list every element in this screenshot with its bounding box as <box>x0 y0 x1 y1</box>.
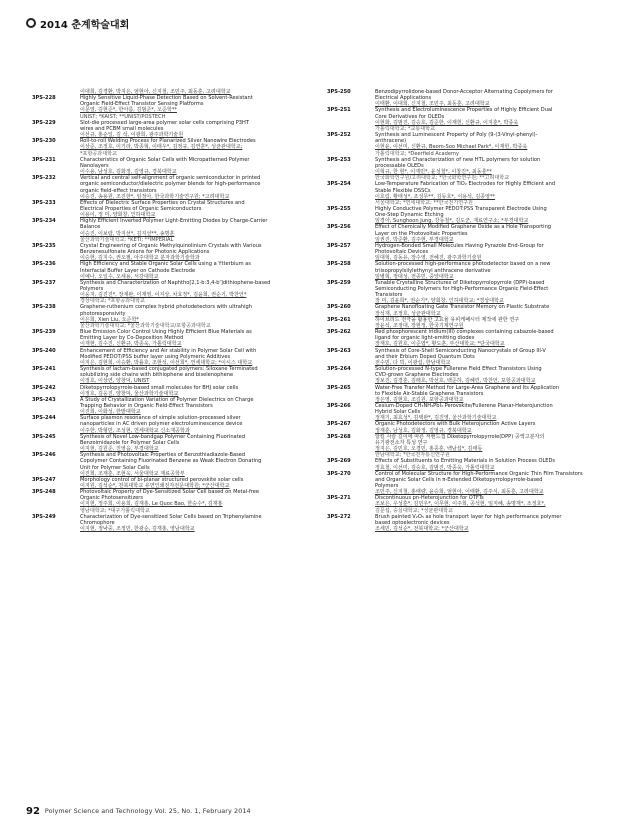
entry-body <box>375 403 603 421</box>
entry-title-line: to Flexible Air-Stable Graphene Transistors <box>375 390 484 397</box>
program-entry <box>327 181 603 206</box>
entry-authors-line: 임대혁, 김동유, 장수영, 전혜진, 광주과학기술원 <box>375 255 482 262</box>
entry-affiliation-line: 한남대학교; *한국전자통신연구원 <box>375 452 450 459</box>
program-entry <box>327 304 603 316</box>
entry-title-line: Roll-to-roll Welding Process for Planarized Silver Nanowire Electrodes <box>80 138 256 145</box>
entry-title-line: nanoparticles in AC driven polymer electroluminescence device <box>80 421 243 428</box>
entry-title-line: Characterization of Dye-sensitized Solar Cells based on Triphenylamine <box>80 513 262 520</box>
entry-authors-line: 전수민, 다 빅, 이광섭, 한남대학교 <box>375 359 451 366</box>
entry-title-line: Graphene-ruthenium complex hybrid photodetectors with ultrahigh <box>80 304 252 311</box>
entry-affiliation-line: *포항공과대학교 <box>80 150 117 157</box>
entry-authors-line: 장 미, 김윤희*, 권순기*, 양회창, 인하대학교; *경상대학교 <box>375 298 504 305</box>
entry-authors-line: 이재현, 김수진, 신환규, 박종욱, 가톨릭대학교 <box>80 341 182 348</box>
entry-code: 3PS-228 <box>32 95 56 102</box>
entry-body <box>375 132 603 157</box>
program-entry <box>327 458 603 470</box>
entry-code: 3PS-254 <box>327 181 351 188</box>
entry-title-line: Synthesis and Luminescent Property of Poly (9-(3-Vinyl-phenyl)- <box>375 132 538 139</box>
program-entry <box>32 385 308 397</box>
entry-code: 3PS-233 <box>32 199 56 206</box>
entry-title-line: Benzoimidazole for Polymer Solar Cells <box>80 439 180 446</box>
entry-body <box>80 415 308 433</box>
entry-body <box>375 304 603 316</box>
program-entry <box>32 157 308 175</box>
entry-affiliation-line: 한국화학연구원/고려대학교; *한국화학연구원; **고려대학교 <box>375 175 510 182</box>
circle-bullet-icon <box>26 18 36 28</box>
entry-authors-line: 이정호, 이상연, 양창덕, UNIST <box>80 378 150 385</box>
entry-authors-line: 이주한, 박형민, 조성현, 연세대학교 신소재공학과 <box>80 427 190 434</box>
entry-title-line: Slot-die processed large-area polymer solar cells comprising P3HT <box>80 119 249 126</box>
entry-title-line: High Efficiency and Stable Organic Solar Cells using a Ytterbium as <box>80 261 251 268</box>
program-entry <box>32 175 308 200</box>
program-entry <box>327 385 603 403</box>
entry-title-line: Highly Conductive Polymer PEDOT:PSS Transparent Electrode Using <box>375 205 547 212</box>
program-entry <box>327 206 603 224</box>
entry-code: 3PS-247 <box>32 476 56 483</box>
entry-body <box>375 495 603 513</box>
entry-body <box>80 489 308 514</box>
entry-title-line: Synthesis of Novel Low-bandgap Polymer Containing Fluorinated <box>80 433 246 440</box>
program-entry <box>32 348 308 366</box>
entry-code: 3PS-251 <box>327 107 351 114</box>
program-entry <box>327 157 603 182</box>
entry-authors-line: 이문열, 김현준*, 한아름, 김범준*, 오준학** <box>80 107 177 114</box>
entry-body <box>80 157 308 175</box>
entry-code: 3PS-229 <box>32 119 56 126</box>
program-entry <box>32 95 308 120</box>
entry-body <box>375 224 603 242</box>
entry-title-line: Water-Free Transfer Method for Large-Area Graphene and Its Application <box>375 384 560 391</box>
entry-title-line: Effect of Chemically Modified Graphene Oxide as a Hole Transporting <box>375 224 552 231</box>
program-entry <box>327 107 603 132</box>
entry-authors-line: 장재호, 김원호, 이준엽*, 황도훈, 부산대학교; *단국대학교 <box>375 341 505 348</box>
program-entry <box>32 243 308 261</box>
entry-authors-line: 이승진, 송용원, 조진한*, 임정아, 한국과학기술연구원; *고려대학교 <box>80 193 230 200</box>
entry-title-line: Discontinuous pn-Heterojunction for OTFTs <box>375 495 484 502</box>
entry-authors-line: 이승진, 이보람, 박지선*, 김지선**, 송명훈 <box>80 230 175 237</box>
entry-authors-line: 임권진, 박준환, 김주현, 부경대학교 <box>375 236 454 243</box>
program-entry <box>327 317 603 329</box>
entry-title-line: Polymers <box>375 483 399 489</box>
entry-title-line: Organic Photosensitizers <box>80 495 144 502</box>
program-entry <box>32 514 308 532</box>
entry-authors-line: 이웅지, 김진진*, 장재완, 이재영, 이지상, 차효정*, 김윤희, 권순기, 박찬언* <box>80 292 247 299</box>
entry-code: 3PS-257 <box>327 242 351 249</box>
entry-body <box>80 434 308 452</box>
entry-authors-line: 정재훈, 남성호, 김화정, 김영규, 경북대학교 <box>375 427 472 434</box>
entry-title-line: photoresponsivity <box>80 310 126 317</box>
entry-body <box>80 95 308 120</box>
entry-title-line: Effects of Dielectric Surface Properties on Crystal Structures and <box>80 199 245 206</box>
entry-title-line: organic semiconductor/dielectric polymer blends for high-performance <box>80 181 261 188</box>
entry-authors-line: 정은영, 김현호, 조길원, 포항공과대학교 <box>375 396 464 403</box>
entry-body <box>80 477 308 489</box>
entry-title-line: Synthesis of lactam-based conjugated polymers: Siloxane Terminated <box>80 366 258 373</box>
entry-code: 3PS-270 <box>327 470 351 477</box>
entry-body <box>375 458 603 470</box>
program-entry <box>327 280 603 305</box>
entry-code: 3PS-268 <box>327 433 351 440</box>
entry-authors-line: 정효철, 이선미, 김승호, 김범진, 박종욱, 가톨릭대학교 <box>375 464 495 471</box>
entry-authors-line: 이상준, 조정호, 이기라, 박종혁, 이태우*, 김정규, 김연훈*, 성균관대학교; <box>80 144 243 151</box>
entry-code: 3PS-246 <box>32 452 56 459</box>
entry-title-line: Interfacial Buffer Layer on Cathode Electrode <box>80 267 196 274</box>
entry-affiliation-line: UNIST; *KAIST; **UNIST/POSTECH <box>80 113 166 120</box>
entry-title-line: Tunable Crystalline Structures of Diketopyrrolopyrrole (DPP)-based <box>375 279 545 286</box>
entry-title-line: Benzodipyrrolidone-based Donor-Acceptor Alternating Copolymers for <box>375 89 553 95</box>
entry-title-line: Synthesis and Characterization of new HTL polymers for solution <box>375 156 541 163</box>
entry-code: 3PS-244 <box>32 415 56 422</box>
entry-title-line: Stable Flexible DSSCs <box>375 187 431 194</box>
program-entry <box>32 261 308 279</box>
entry-title-line: Hybrid Solar Cells <box>375 409 421 416</box>
entry-code: 3PS-237 <box>32 279 56 286</box>
program-entry <box>327 421 603 433</box>
entry-title-line: Low-Temperature Fabrication of TiO₂ Electrodes for Highly Efficient and <box>375 181 556 188</box>
entry-body <box>80 329 308 347</box>
entry-title-line: Blue Emission Color Control Using Highly Efficient Blue Materials as <box>80 329 252 336</box>
entry-body <box>375 514 603 532</box>
entry-authors-line: 이정호, 김웅진, 양창덕, 울산과학기술대학교 <box>80 390 179 397</box>
entry-title-line: Electrical Properties of Organic Semiconductors <box>80 205 202 212</box>
entry-code: 3PS-252 <box>327 132 351 139</box>
entry-affiliation-line: 영남대학교; *대구가톨릭대학교 <box>80 507 150 514</box>
entry-title-line: anthracene) <box>375 138 407 145</box>
program-entry <box>327 224 603 242</box>
program-entry <box>32 434 308 452</box>
entry-title-line: Modified PEDOT/PSS buffer layer using Polymeric Additives <box>80 353 231 360</box>
entry-affiliation-line: 서울대학교; *연세대학교; **한국전기연구원 <box>375 199 473 206</box>
entry-authors-line: 이대희, 김경환, 박지은, 엄현아, 신지철, 조민주, 최동훈, 고려대학교 <box>80 89 231 95</box>
entry-title-line: Effects of Substituents to Emitting Materials in Solution Process OLEDs <box>375 458 556 465</box>
entry-title-line: Control of Molecular Structure for High-Performance Organic Thin Film Transistors <box>375 470 583 477</box>
entry-body <box>375 434 603 459</box>
entry-title-line: and their Erbium Doped Quantum Dots <box>375 353 475 360</box>
entry-body <box>375 471 603 496</box>
entry-title-line: Hydrogen-Bonded Small Molecules Having Pyrazole End-Group for <box>375 242 544 249</box>
entry-title-line: Morphology control of bi-planar structured perovskite solar cells <box>80 476 244 483</box>
entry-authors-line: 정보진, 김경훈, 김래호, 박선호, 백준하, 김혜린, 박찬언, 포항공과대학교 <box>375 378 536 385</box>
entry-affiliation-line: 경상대학교; *포항공과대학교 <box>80 298 145 305</box>
entry-body <box>375 206 603 224</box>
entry-affiliation-line: 울산과학기술대학교; *KETI; **IMPERIAL <box>80 236 174 243</box>
entry-title-line: One-Step Dynamic Etching <box>375 212 444 219</box>
entry-title-line: Surface plasmon resonance of simple solution-processed silver <box>80 415 241 422</box>
entry-authors-line: 이진희, 이화성, 한밭대학교 <box>80 409 141 416</box>
entry-title-line: Organic Photodetectors with Bulk Heterojunction Active Layers <box>375 421 536 428</box>
entry-code: 3PS-255 <box>327 205 351 212</box>
entry-code: 3PS-269 <box>327 458 351 465</box>
entry-authors-line: 조민주, 신지철, 홍태량, 윤승희, 엄현아, 이태환, 김주식, 최동훈, 고려대학교 <box>375 489 544 496</box>
program-entry <box>327 243 603 261</box>
page-number: 92 <box>26 805 40 817</box>
entry-body <box>80 261 308 279</box>
entry-title-line: Characteristics of Organic Solar Cells with Micropatterned Polymer <box>80 156 250 163</box>
entry-code: 3PS-232 <box>32 175 56 182</box>
program-entry <box>32 452 308 477</box>
conference-title: 2014 춘계학술대회 <box>40 19 130 31</box>
entry-authors-line: 이호림, 황태성*, 조성무**, 김동호*, 서용석, 김종영** <box>375 193 496 200</box>
entry-title-line: Organic Field-Effect Transistor Sensing Platforms <box>80 101 204 108</box>
program-entry <box>327 329 603 347</box>
entry-title-line: Core Derivatives for OLEDs <box>375 113 445 120</box>
entry-title-line: triisopropylsilylethynyl anthracene derivative <box>375 267 491 274</box>
entry-code: 3PS-248 <box>32 489 56 496</box>
entry-title-line: Layer on the Photovoltaic Properties <box>375 230 468 237</box>
program-entry <box>32 477 308 489</box>
entry-title-line: Emitting Layer by Co-Deposition Method <box>80 335 184 342</box>
entry-code: 3PS-265 <box>327 384 351 391</box>
entry-title-line: Synthesis and Characterization of Naphtho[2,1-b:3,4-b']dithiophene-based <box>80 279 271 286</box>
entry-title-line: Balance <box>80 224 101 231</box>
entry-body <box>375 329 603 347</box>
entry-code: 3PS-264 <box>327 366 351 373</box>
entry-title-line: Red phosphorescent iridium(III) complexes containing cabazole-based <box>375 329 554 336</box>
entry-body <box>80 243 308 261</box>
entry-body <box>80 514 308 532</box>
entry-body <box>80 348 308 366</box>
entry-authors-line: 이지원, 김석순*, 전북대학교 유연인쇄전자전문대학원; *군산대학교 <box>80 483 230 489</box>
program-entry <box>327 348 603 366</box>
entry-title-line: Synthesis of Core-Shell Semiconducting Nanocrystals of Group III-V <box>375 347 546 354</box>
entry-title-line: Diketopyrrolopyrrole-based small molecules for BHJ solar cells <box>80 384 239 391</box>
entry-code: 3PS-239 <box>32 329 56 336</box>
program-entry <box>327 366 603 384</box>
program-entry <box>32 489 308 514</box>
entry-code: 3PS-249 <box>32 513 56 520</box>
entry-body <box>375 348 603 366</box>
entry-body <box>375 385 603 403</box>
page-footer <box>26 805 251 817</box>
entry-title-line: Solution-processed N-type Fullerene Field Effect Transistors Using <box>375 366 542 373</box>
entry-authors-line: 이지현, 김원준, 진영읍, 부경대학교 <box>80 446 159 453</box>
entry-authors-line: 임경아, Sunghoon Jung, 강동철*, 김도군, 재료연구소; *부경대학교 <box>375 218 529 225</box>
right-column <box>327 89 603 532</box>
entry-code: 3PS-261 <box>327 316 351 323</box>
entry-code: 3PS-242 <box>32 384 56 391</box>
program-entry <box>327 495 603 513</box>
entry-code: 3PS-258 <box>327 261 351 268</box>
entry-body <box>80 452 308 477</box>
entry-body <box>375 280 603 305</box>
entry-title-line: A Study of Crystallization Variation of Polymer Dielectrics on Charge <box>80 396 254 403</box>
program-entry <box>327 403 603 421</box>
entry-title-line: 하이브리드 전극을 활용한 고효율 유피케패시터 제작에 관한 연구 <box>375 316 520 323</box>
journal-citation: Polymer Science and Technology Vol. 25, No. 1, February 2014 <box>44 807 251 815</box>
entry-code: 3PS-234 <box>32 218 56 225</box>
entry-code: 3PS-260 <box>327 304 351 311</box>
left-column <box>32 89 308 532</box>
program-entry <box>32 366 308 384</box>
entry-title-line: Enhancement of Efficiency and Air stability in Polymer Solar Cell with <box>80 347 257 354</box>
entry-body <box>80 200 308 218</box>
entry-code: 3PS-236 <box>32 261 56 268</box>
entry-title-line: Polymers <box>80 286 104 292</box>
entry-body <box>375 421 603 433</box>
entry-title-line: Highly Efficient Inverted Polymer Light-Emitting Diodes by Charge-Carrier <box>80 218 268 225</box>
entry-title-line: Synthesis and Photovoltaic Properties of Benzothiadiazole-Based <box>80 452 246 459</box>
entry-title-line: Photovoltaic Property of Dye-Sensitized Solar Cell based on Metal-free <box>80 489 260 496</box>
entry-code: 3PS-243 <box>32 396 56 403</box>
program-entry <box>327 89 603 107</box>
entry-code: 3PS-231 <box>32 156 56 163</box>
entry-body <box>375 261 603 279</box>
entry-body <box>80 397 308 415</box>
entry-body <box>375 89 603 107</box>
entry-body <box>80 366 308 384</box>
program-entry <box>32 120 308 138</box>
program-entry <box>327 132 603 157</box>
entry-authors-line: 이승헌, 김지수, 권오필, 아주대학교 분자과학기술학과 <box>80 255 200 262</box>
entry-authors-line: 장석재, 조정호, 성균관대학교 <box>375 310 441 317</box>
entry-authors-line: 이은희, Xien Liu, 오준학* <box>80 316 139 323</box>
entry-title-line: solubilizing side chains with bithiophene and biselenophene <box>80 372 234 379</box>
entry-code: 3PS-272 <box>327 513 351 520</box>
entry-code: 3PS-271 <box>327 495 351 502</box>
page-header <box>26 15 129 31</box>
entry-title-line: wires and PCBM small molecules <box>80 125 164 132</box>
entry-authors-line: 임병혁, 정대성, 전종민, 중앙대학교 <box>375 273 454 280</box>
entry-affiliation-line: 울산과학기술대학교; *울산과학기술대학교/포항공과대학교 <box>80 322 211 329</box>
entry-code: 3PS-267 <box>327 421 351 428</box>
entry-title-line: Synthesis and Electroluminescence Properties of Highly Efficient Dual <box>375 107 553 114</box>
entry-code: 3PS-253 <box>327 156 351 163</box>
entry-authors-line: 이수용, 남성호, 김화정, 김영규, 경북대학교 <box>80 169 177 176</box>
entry-code: 3PS-256 <box>327 224 351 231</box>
entry-body <box>375 107 603 132</box>
entry-authors-line: 이혁규, 한 현*, 이재민*, 윤성철*, 이창진*, 최동훈** <box>375 169 492 176</box>
entry-title-line: Vertical and central self-alignment of organic semiconductor in printed <box>80 175 261 182</box>
entry-code: 3PS-266 <box>327 402 351 409</box>
entry-authors-line: 정지은, 김민호, 오경민, 홍종훈, 백남섭*, 김태동 <box>375 446 483 453</box>
entry-authors-line: 이지은, 김현희, 이승환, 박률호, 조현석, 이선희*, 연세대학교; *이시스 대학교 <box>80 359 253 366</box>
entry-title-line: Solution-processed high-performance photodetector based on a new <box>375 261 551 268</box>
entry-authors-line: 이예나, 오일수, 오세용, 서강대학교 <box>80 273 159 280</box>
entry-body <box>80 218 308 243</box>
entry-title-line: Brush painted V₂O₅ as hole transport layer for high performance polymer <box>375 513 562 520</box>
entry-code: 3PS-241 <box>32 366 56 373</box>
entry-title-line: ligand for organic light-emitting diodes <box>375 335 475 342</box>
entry-body <box>80 120 308 138</box>
entry-body <box>80 304 308 329</box>
entry-title-line: Trapping Behavior in Organic Field-Effect Transistors <box>80 402 213 409</box>
entry-title-line: Photovoltaic Devices <box>375 249 429 256</box>
entry-authors-line: 이태환, 이대희, 신지철, 조민주, 최동훈, 고려대학교 <box>375 101 490 108</box>
entry-title-line: Unit for Polymer Solar Cells <box>80 464 150 471</box>
entry-code: 3PS-263 <box>327 347 351 354</box>
entry-code: 3PS-240 <box>32 347 56 354</box>
program-entry <box>32 138 308 156</box>
program-entry <box>327 514 603 532</box>
entry-body <box>375 157 603 182</box>
entry-body <box>375 366 603 384</box>
entry-body <box>375 317 603 329</box>
entry-affiliation-line: 가톨릭대학교; *Deerfield Academy <box>375 150 459 157</box>
entry-body <box>80 175 308 200</box>
entry-title-line: Semiconducting Polymers for High-Performance Organic Field-Effect <box>375 286 549 292</box>
entry-title-line: Benzenesulfonate Anions for Photonic Applications <box>80 249 210 256</box>
entry-code: 3PS-259 <box>327 279 351 286</box>
entry-body <box>80 280 308 305</box>
entry-title-line: based optoelectronic devices <box>375 519 450 526</box>
program-entry <box>32 415 308 433</box>
entry-body <box>375 243 603 261</box>
entry-title-line: Copolymer Containing Fluorinated Benzene as Weak Electron Donating <box>80 458 262 465</box>
entry-authors-line: 이지현, 정주희, 이용희, 김재홍, Le Quoc Bao, 한승수*, 김재홍 <box>80 501 223 508</box>
entry-affiliation-line: 가톨릭대학교; *교통대학교 <box>375 125 436 132</box>
entry-title-line: Crystal Engineering of Organic Methylquinolinium Crystals with Various <box>80 242 262 249</box>
program-entry <box>32 304 308 329</box>
entry-title-line: Chromophore <box>80 519 115 526</box>
program-entry <box>327 261 603 279</box>
program-entry <box>32 200 308 218</box>
entry-title-line: Highly Sensitive Liquid-Phase Detection Based on Solvent-Resistant <box>80 95 253 102</box>
entry-code: 3PS-235 <box>32 242 56 249</box>
entry-authors-line: 조보은, 우성훈*, 김민우*, 이무현, 이주희, 공석현, 임지혜, 송명재*, 조정호*, <box>375 501 546 508</box>
entry-authors-line: 이용이, 정 미, 양회창, 인하대학교 <box>80 212 156 219</box>
entry-authors-line: 이지현, 정낙중, 조정민, 한광순, 김재홍, 영남대학교 <box>80 526 195 533</box>
entry-title-line: Transistors <box>375 292 403 299</box>
entry-authors-line: 이현윤, 이선미, 신환규, Beom-Soo Michael Park*, 이재헌, 박종욱 <box>375 144 528 151</box>
entry-authors-line: 정재기, 최효성*, 김택완*, 김진영, 울산과학기술대학교 <box>375 415 497 422</box>
entry-title-line: 알킬 사슬 길이에 따른 저밴드갭 Diketopyrrolopyrrole(DPP) 공액고분자의 <box>375 433 545 440</box>
entry-code: 3PS-262 <box>327 329 351 336</box>
program-entry <box>32 218 308 243</box>
entry-code: 3PS-245 <box>32 433 56 440</box>
entry-authors-line: 이진희, 조재훈, 조현욱, 서울대학교 재료공학부 <box>80 470 185 477</box>
entry-body <box>375 181 603 206</box>
entry-title-line: processable OLEDs <box>375 162 424 169</box>
program-entry <box>32 280 308 305</box>
program-entry <box>327 434 603 459</box>
entry-title-line: Nanolayers <box>80 162 109 169</box>
entry-code: 3PS-230 <box>32 138 56 145</box>
entry-body <box>80 385 308 397</box>
entry-code: 3PS-238 <box>32 304 56 311</box>
program-entry <box>32 329 308 347</box>
entry-title-line: CVD-grown Graphene Electrodes <box>375 372 459 379</box>
entry-authors-line: 이선규, 홍순일, 김 석, 이광희, 광주과학기술원 <box>80 132 184 139</box>
entry-title-line: organic field-effect transistors <box>80 187 157 194</box>
entry-affiliation-line: 김문섭, 숭실대학교; *성균관대학교 <box>375 507 454 514</box>
program-entry <box>327 471 603 496</box>
entry-title-line: Graphene Nanofloating Gate Transistor Memory on Plastic Substrate <box>375 304 550 311</box>
entry-title-line: Electrical Applications <box>375 95 432 102</box>
entry-authors-line: 이현화, 김범진, 김승호, 김준한, 이재헌, 신환규, 이지훈*, 박종욱 <box>375 119 519 126</box>
program-entry <box>32 397 308 415</box>
entry-authors-line: 조세민, 김석순*, 전북대학교; *군산대학교 <box>375 526 469 533</box>
entry-title-line: 유기광전소자 특성 연구 <box>375 439 428 446</box>
entry-title-line: and Organic Solar Cells in π-Extended Diketopyrrolopyrrole-based <box>375 476 543 483</box>
entry-body <box>80 138 308 156</box>
entry-title-line: Cesium-Doped CH₃NH₃PbI₃ Perovskite/Fullerene Planar-Heterojunction <box>375 402 553 409</box>
entry-code: 3PS-250 <box>327 89 351 95</box>
entry-authors-line: 장윤석, 조정대, 장현정, 한국기계연구원 <box>375 322 464 329</box>
